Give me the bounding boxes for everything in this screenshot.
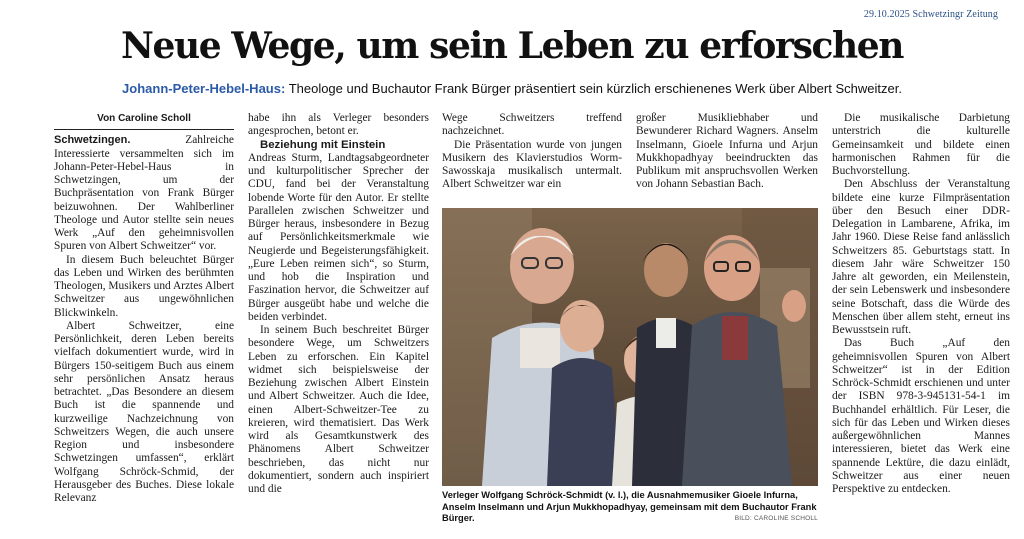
lead-text: Zahlreiche Interessierte versammelten sich im Johann-Peter-Hebel-Haus in Schwetzingen, um der Buchpräsentation von Frank Bürger beizuwohnen. Der Wahlberliner Theologe und Autor stellte sein neues Werk „Auf den geheimnisvollen Spuren von Albert Schweitzer“ vor. (54, 134, 234, 253)
paragraph: Andreas Sturm, Landtagsabgeordneter und kulturpolitischer Sprecher der CDU, fand bei der Veranstaltung lobende Worte für den Autor. Er stellte Parallelen zwischen Schweitzer und Bürger heraus, insbesondere in Bezug auf Persönlichkeitsmerkmale wie Neugierde und Begeisterungsfähigkeit. „Eure Leben reimen sich“, so Sturm, und hob die Inspiration und Faszination hervor, die Schweitzer auf Bürger ausgeübt habe und welche die beiden verbindet. (248, 151, 429, 323)
article-column-5 (832, 112, 1010, 496)
paragraph: Albert Schweitzer, eine Persönlichkeit, deren Leben bereits vielfach dokumentiert wurde, wird in Bürgers 150-seitigem Buch aus einem sehr persönlichen Ansatz heraus betrachtet. „Das Besondere an diesem Buch ist die spannende und kurzweilige Nachzeichnung von Schweitzers Wegen, die auch unsere Region und insbesondere Schwetzingen umfassen“, erklärt Wolfgang Schröck-Schmid, der Herausgeber des Buches. Diese lokale Relevanz (54, 319, 234, 504)
dateline: 29.10.2025 Schwetzingr Zeitung (863, 9, 998, 20)
lead-paragraph (54, 134, 234, 253)
paragraph: Die Präsentation wurde von jungen Musikern des Klavierstudios Worm-Sawosskaja musikalisch untermalt. Albert Schweitzer war ein (442, 138, 622, 191)
article-column-1 (54, 112, 234, 505)
article-column-4 (636, 112, 818, 192)
paragraph: In diesem Buch beleuchtet Bürger das Leben und Wirken des berühmten Theologen, Musikers und Arztes Albert Schweitzer aus ungewöhnlichen Blickwinkeln. (54, 253, 235, 319)
dateline-place: Schwetzingen. (54, 134, 131, 147)
photo-caption (442, 490, 818, 525)
subhead-kicker: Johann-Peter-Hebel-Haus: (122, 81, 286, 96)
byline: Von Caroline Scholl (54, 112, 234, 130)
paragraph: In seinem Buch beschreitet Bürger besondere Wege, um Schweitzers Leben zu erforschen. Ein Kapitel widmet sich beispielsweise der Beziehung zwischen Albert Einstein und Albert Schweitzer. Auch die Idee, einen Albert-Schweitzer-Tee zu kreieren, wird thematisiert. Das Werk wird als Gesamtkunstwerk des Phänomens Albert Schweitzer beschrieben, das nicht nur dokumentiert, sondern auch inspiriert und die (248, 324, 429, 495)
headline: Neue Wege, um sein Leben zu erforschen (120, 25, 904, 67)
subhead-text: Theologe und Buchautor Frank Bürger präsentiert sein kürzlich erschienenes Werk über Albert Schweitzer. (288, 81, 902, 96)
paragraph: Den Abschluss der Veranstaltung bildete eine kurze Filmpräsentation über den Besuch einer DDR-Delegation in Lambarene, Afrika, im Jahr 1960. Diese Reise fand anlässlich Schweitzers 85. Geburtstags statt. In diesem Jahr wäre Schweitzer 150 Jahre alt geworden, ein Meilenstein, der sein Lebenswerk und insbesondere seine Botschaft, dass die Würde des Menschen über allem steht, erneut ins Bewusstsein ruft. (832, 178, 1010, 336)
paragraph: habe ihn als Verleger besonders angesprochen, betont er. (248, 112, 429, 138)
paragraph: Wege Schweitzers treffend nachzeichnet. (442, 112, 622, 138)
article-column-2 (248, 112, 429, 496)
group-photo-illustration (442, 208, 818, 486)
photo-credit: BILD: CAROLINE SCHOLL (734, 515, 818, 522)
caption-text: Verleger Wolfgang Schröck-Schmidt (v. l.), die Ausnahmemusiker Gioele Infurna, Anselm Inselmann und Arjun Mukkhopadhyay, gemeinsam mit dem Buchautor Frank Bürger. (442, 490, 817, 523)
paragraph: großer Musikliebhaber und Bewunderer Richard Wagners. Anselm Inselmann, Gioele Infurna und Arjun Mukkhopadhyay beeindruckten das Publikum mit anspruchsvollen Werken von Johann Sebastian Bach. (636, 112, 818, 191)
article-column-3 (442, 112, 622, 192)
section-subheading: Beziehung mit Einstein (260, 138, 386, 151)
paragraph: Das Buch „Auf den geheimnisvollen Spuren von Albert Schweitzer“ ist in der Edition Schröck-Schmidt erschienen und unter der ISBN 978-3-945131-54-1 im Buchhandel erhältlich. Für Leser, die sich für das Leben und Wirken dieses außergewöhnlichen Mannes interessieren, bietet das Werk eine spannende Lektüre, die dazu einlädt, Schweitzer aus einer neuen Perspektive zu entdecken. (832, 337, 1010, 495)
paragraph: Die musikalische Darbietung unterstrich die kulturelle Gemeinsamkeit und bildete einen harmonischen Rahmen für die Buchvorstellung. (832, 112, 1010, 177)
article-photo (442, 208, 818, 486)
subhead (0, 81, 1024, 96)
